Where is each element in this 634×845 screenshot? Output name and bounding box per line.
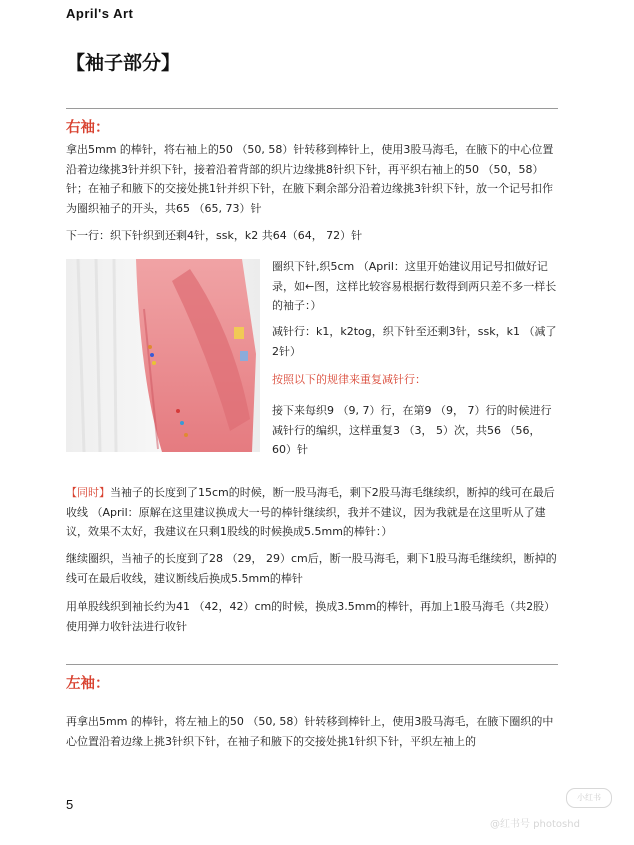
right-sleeve-paragraph-5: 用单股线织到袖长约为41 （42，42）cm的时候，换成3.5mm的棒针，再加上1股马海毛（共2股）使用弹力收针法进行收针 xyxy=(66,600,556,633)
brand-header: April's Art xyxy=(66,6,134,21)
left-sleeve-paragraph-1: 再拿出5mm 的棒针，将左袖上的50 （50, 58）针转移到棒针上，使用3股马海毛，在腋下圈织的中心位置沿着边缘上挑3针织下针，在袖子和腋下的交接处挑1针织下针，平织左袖上的 xyxy=(66,715,554,748)
simultaneous-label: 【同时】 xyxy=(66,486,110,499)
right-sleeve-paragraph-1: 拿出5mm 的棒针，将右袖上的50 （50, 58）针转移到棒针上，使用3股马海毛，在腋下的中心位置沿着边缘挑3针并织下针，接着沿着背部的织片边缘挑8针织下针，再平织右袖上的50 （50，58）针；在袖子和腋下的交接处挑1针并织下针，在腋下剩余部分沿着边缘挑3针织下针，放一个记号扣作为圈织袖子的开头，共65 （65, 73）针 xyxy=(66,143,554,215)
sweater-sleeve-photo xyxy=(66,259,260,452)
side-note-decrease-row: 减针行：k1，k2tog，织下针至还剩3针，ssk，k1 （减了2针） xyxy=(272,325,557,358)
side-note-knit-5cm: 圈织下针,织5cm （April：这里开始建议用记号扣做好记录，如←图，这样比较容易根据行数得到两只差不多一样长的袖子：） xyxy=(272,260,557,312)
page-number: 5 xyxy=(66,797,74,812)
watermark-logo: 小红书 xyxy=(566,788,612,808)
right-sleeve-heading: 右袖： xyxy=(66,120,110,136)
side-note-repeat-rule: 按照以下的规律来重复减针行： xyxy=(272,373,426,386)
right-sleeve-paragraph-3 xyxy=(66,483,562,542)
watermark-text: @红书号 photoshd xyxy=(490,819,580,830)
simultaneous-text: 当袖子的长度到了15cm的时候，断一股马海毛，剩下2股马海毛继续织，断掉的线可在最后收线 （April：原解在这里建议换成大一号的棒针继续织，我并不建议，因为我就是在这里听从了建议，效果不太好，我建议在只剩1股线的时候换成5.5mm的棒针：） xyxy=(66,486,555,538)
side-note-repeat-detail: 接下来每织9 （9, 7）行，在第9 （9， 7）行的时候进行减针行的编织，这样重复3 （3， 5）次，共56 （56， 60）针 xyxy=(272,404,552,456)
right-sleeve-paragraph-2: 下一行：织下针织到还剩4针，ssk，k2 共64（64， 72）针 xyxy=(66,229,363,242)
left-sleeve-heading: 左袖： xyxy=(66,676,110,692)
divider xyxy=(66,664,558,665)
right-sleeve-paragraph-4: 继续圈织，当袖子的长度到了28 （29， 29）cm后，断一股马海毛，剩下1股马海毛继续织，断掉的线可在最后收线，建议断线后换成5.5mm的棒针 xyxy=(66,552,557,585)
divider xyxy=(66,108,558,109)
page-title: 【袖子部分】 xyxy=(66,52,181,74)
